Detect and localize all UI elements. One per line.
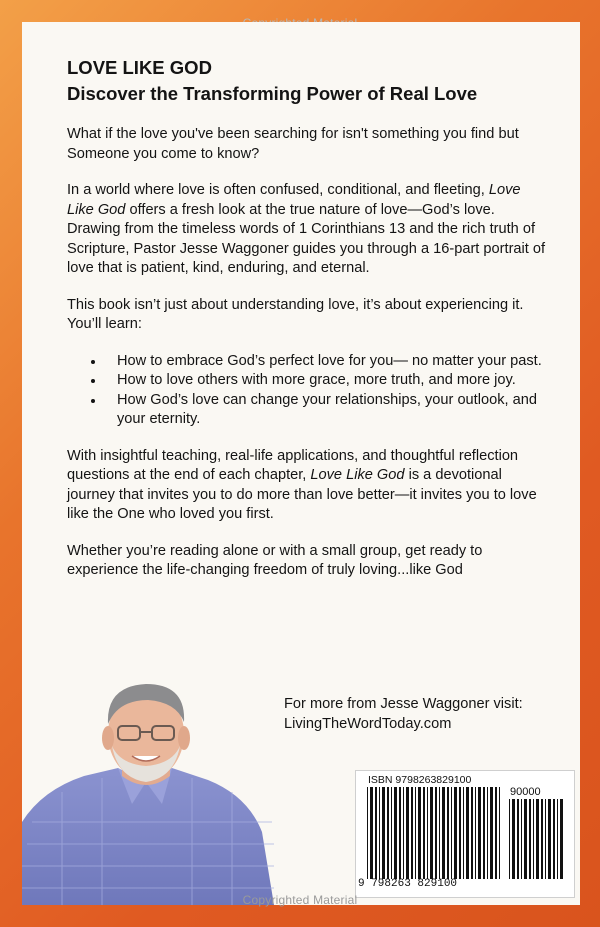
contact-line: For more from Jesse Waggoner visit: — [284, 696, 523, 712]
bullet-dot — [91, 360, 95, 364]
description-book-title: Love Like God — [67, 182, 521, 218]
barcode-bars-icon — [366, 787, 502, 879]
content-panel — [22, 22, 580, 905]
list-item-text: How God’s love can change your relationships, your outlook, and your eternity. — [117, 391, 537, 427]
barcode-addon-code: 90000 — [510, 786, 541, 798]
isbn-barcode — [355, 770, 575, 898]
description-text-end: offers a fresh look at the true nature of love—God’s love. Drawing from the timeless words of 1 Corinthians 13 and the rich truth of Scripture, Pastor Jesse Waggoner guides you through a 16-part portrait of love that is patient, kind, enduring, and eternal. — [67, 201, 546, 276]
description-text-start: In a world where love is often confused, conditional, and fleeting, — [67, 182, 489, 198]
learning-list — [67, 352, 547, 430]
barcode-addon-bars-icon — [508, 799, 564, 879]
watermark-bottom: Copyrighted Material — [242, 893, 358, 907]
list-item-text: How to love others with more grace, more truth, and more joy. — [117, 372, 516, 388]
list-item — [91, 352, 547, 372]
closing-paragraph: Whether you’re reading alone or with a small group, get ready to experience the life-changing freedom of truly loving...like God — [67, 542, 483, 578]
book-subtitle: Discover the Transforming Power of Real Love — [67, 83, 478, 104]
author-photo — [22, 672, 282, 905]
intro-paragraph: What if the love you've been searching for isn't something you find but Someone you come to know? — [67, 126, 519, 162]
isbn-label: ISBN 9798263829100 — [368, 774, 472, 786]
book-title: LOVE LIKE GOD — [67, 57, 212, 78]
blurb-content — [67, 55, 547, 598]
features-text-start: With insightful teaching, real-life applications, and thoughtful reflection questions at the end of each chapter, — [67, 447, 519, 483]
features-paragraph — [67, 447, 547, 525]
features-text-end: is a devotional journey that invites you to do more than love better—it invites you to love like the One who loved you first. — [67, 467, 537, 522]
author-contact — [284, 694, 564, 734]
list-item — [91, 391, 547, 430]
description-paragraph — [67, 181, 547, 279]
features-book-title: Love Like God — [310, 467, 405, 483]
barcode-digits: 9 798263 829100 — [358, 878, 458, 890]
list-item-text: How to embrace God’s perfect love for you— no matter your past. — [117, 352, 542, 369]
bullet-dot — [91, 399, 95, 403]
author-website: LivingTheWordToday.com — [284, 716, 452, 732]
learn-paragraph: This book isn’t just about understanding love, it’s about experiencing it. You’ll learn: — [67, 296, 524, 332]
list-item — [91, 371, 547, 391]
bullet-dot — [91, 379, 95, 383]
